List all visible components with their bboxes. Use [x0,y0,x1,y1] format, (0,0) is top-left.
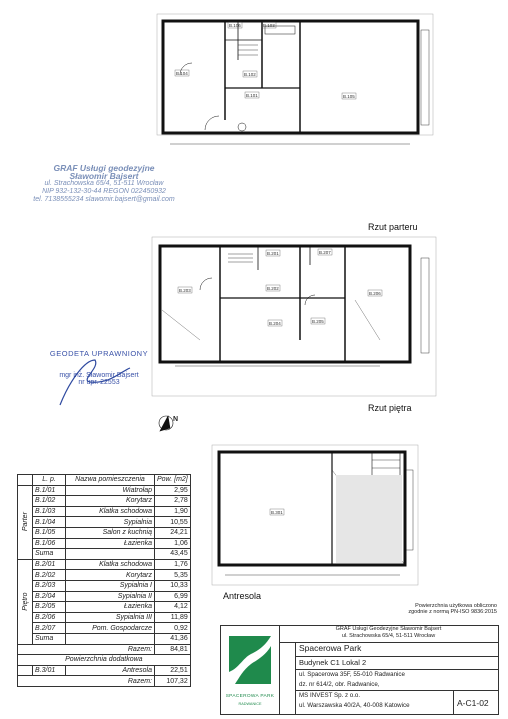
north-arrow-icon [159,416,173,431]
logo-text: SPACEROWA PARK [225,694,275,699]
table-row-razem [18,644,191,655]
table-row [18,580,191,591]
cell-area: 10,33 [155,580,191,591]
sum-label: Suma [33,549,66,560]
table-row [18,559,191,570]
cell-name: Korytarz [66,570,155,581]
tb-project: Spacerowa Park [299,643,362,653]
spacerowa-park-logo-icon [221,632,279,702]
cell-name: Klatka schodowa [66,559,155,570]
cell-area: 2,78 [155,496,191,507]
cell-name: Sypialnia [66,517,155,528]
tb-labels-col [279,642,296,714]
cell-area: 0,92 [155,623,191,634]
table-row [18,517,191,528]
razem2-label: Razem: [18,676,155,687]
svg-text:B.202: B.202 [267,286,279,291]
stamp-line-5: tel. 7138555234 slawomir.bajsert@gmail.com [33,196,175,203]
svg-text:B.204: B.204 [269,321,281,326]
table-row [18,506,191,517]
cell-area: 6,99 [155,591,191,602]
caption-ground-floor: Rzut parteru [368,222,418,232]
svg-text:B.105: B.105 [343,94,355,99]
cell-lp: B.2/03 [33,580,66,591]
table-row-sum [18,549,191,560]
cell-lp: B.1/03 [33,506,66,517]
stamp-line-2: Sławomir Bajsert [69,171,139,181]
razem2-value: 107,32 [155,676,191,687]
cell-name: Wiatrołap [66,485,155,496]
table-row [18,623,191,634]
cell-name: Klatka schodowa [66,506,155,517]
tb-building: Budynek C1 Lokal 2 [299,658,367,667]
logo-subtext: RADWANICE [238,702,262,706]
cell-area: 5,35 [155,570,191,581]
cell-name: Salon z kuchnią [66,527,155,538]
sum-label: Suma [33,633,66,644]
table-row [18,602,191,613]
cell-name: Antresola [66,665,155,676]
group-pietro-label: Piętro [18,559,33,644]
dodatkowa-header: Powierzchnia dodatkowa [18,655,191,666]
cell-lp: B.1/01 [33,485,66,496]
svg-text:B.104: B.104 [176,71,188,76]
surveyor-stamp [26,164,182,204]
svg-text:B.206: B.206 [369,291,381,296]
tb-address: ul. Spacerowa 35F, 55-010 Radwanice [299,671,405,678]
logo-box [221,626,280,714]
svg-text:B.102: B.102 [244,72,256,77]
note-line-2: zgodnie z normą PN-ISO 9836:2015 [408,609,497,615]
cell-empty [66,633,155,644]
cell-area: 4,12 [155,602,191,613]
razem-value: 84,81 [155,644,191,655]
svg-text:B.203: B.203 [179,288,191,293]
cell-lp: B.2/07 [33,623,66,634]
table-row-razem [18,676,191,687]
razem-label: Razem: [18,644,155,655]
cell-lp: B.1/02 [33,496,66,507]
cell-area: 24,21 [155,527,191,538]
cell-name: Sypialnia II [66,591,155,602]
cell-area: 1,06 [155,538,191,549]
sum-value: 41,36 [155,633,191,644]
cell-area: 11,89 [155,612,191,623]
tb-sheet-box [453,690,499,714]
cell-name: Sypialnia III [66,612,155,623]
table-header-lp: L. p. [33,475,66,486]
cell-lp: B.2/05 [33,602,66,613]
table-row [18,527,191,538]
cell-lp: B.1/04 [33,517,66,528]
table-row-sum [18,633,191,644]
cell-area: 1,76 [155,559,191,570]
stamp-line-4: NIP 932-132-30-44 REGON 022450932 [42,188,166,195]
cell-name: Korytarz [66,496,155,507]
license-stamp [44,349,154,386]
cell-name: Łazienka [66,602,155,613]
svg-text:B.103: B.103 [263,23,275,28]
note-line-1: Powierzchnia użytkowa obliczono [415,603,497,609]
cell-lp: B.2/04 [33,591,66,602]
group-parter-label: Parter [18,485,33,559]
tb-company [279,626,498,643]
cell-lp: B.2/02 [33,570,66,581]
area-note [345,603,497,615]
cell-area: 2,95 [155,485,191,496]
table-header-name: Nazwa pomieszczenia [66,475,155,486]
cell-name: Pom. Gospodarcze [66,623,155,634]
cell-empty [66,549,155,560]
table-row [18,612,191,623]
stamp-line-3: ul. Strachowska 65/4, 51-511 Wrocław [44,180,164,187]
table-header-group [18,475,33,486]
sum-value: 43,45 [155,549,191,560]
cell-lp: B.1/05 [33,527,66,538]
table-row [18,665,191,676]
license-number: nr upr. 22553 [78,379,120,386]
cell-area: 10,55 [155,517,191,528]
sheet-number: A-C1-02 [457,698,489,708]
tb-investor-address: ul. Warszawska 40/2A, 40-008 Katowice [299,702,410,709]
tb-company-name: GRAF Usługi Geodezyjne Sławomir Bajsert [335,626,442,632]
cell-lp: B.2/06 [33,612,66,623]
table-row-dodatkowa-header [18,655,191,666]
table-row [18,538,191,549]
cell-lp: B.2/01 [33,559,66,570]
title-block [220,625,499,715]
license-title: GEODETA UPRAWNIONY [49,349,149,358]
cell-lp: B.1/06 [33,538,66,549]
tb-company-address: ul. Strachowska 65/4, 51-511 Wrocław [341,633,436,639]
cell-area: 1,90 [155,506,191,517]
cell-lp: B.3/01 [33,665,66,676]
ground-floor-plan [157,14,433,144]
tb-parcel: dz. nr 614/2, obr. Radwanice, [299,681,380,688]
caption-mezzanine: Antresola [223,591,262,601]
room-areas-table [17,474,191,687]
table-row [18,496,191,507]
cell-area: 22,51 [155,665,191,676]
first-floor-plan [152,237,436,396]
table-row [18,591,191,602]
caption-first-floor: Rzut piętra [368,403,412,413]
svg-text:B.301: B.301 [271,510,283,515]
tb-investor: MS INVEST Sp. z o.o. [299,692,361,699]
north-label: N [173,416,179,423]
table-row [18,485,191,496]
cell-name: Łazienka [66,538,155,549]
cell-name: Sypialnia I [66,580,155,591]
cell-empty [18,665,33,676]
svg-text:B.106: B.106 [229,23,241,28]
svg-text:B.207: B.207 [319,250,331,255]
svg-text:B.205: B.205 [312,319,324,324]
stamp-line-1: GRAF Usługi geodezyjne [53,163,155,173]
table-row [18,570,191,581]
svg-text:B.201: B.201 [267,251,279,256]
table-header-area: Pow. [m2] [155,475,191,486]
license-name: mgr inż. Sławomir Bajsert [59,372,139,379]
svg-text:B.101: B.101 [246,93,258,98]
